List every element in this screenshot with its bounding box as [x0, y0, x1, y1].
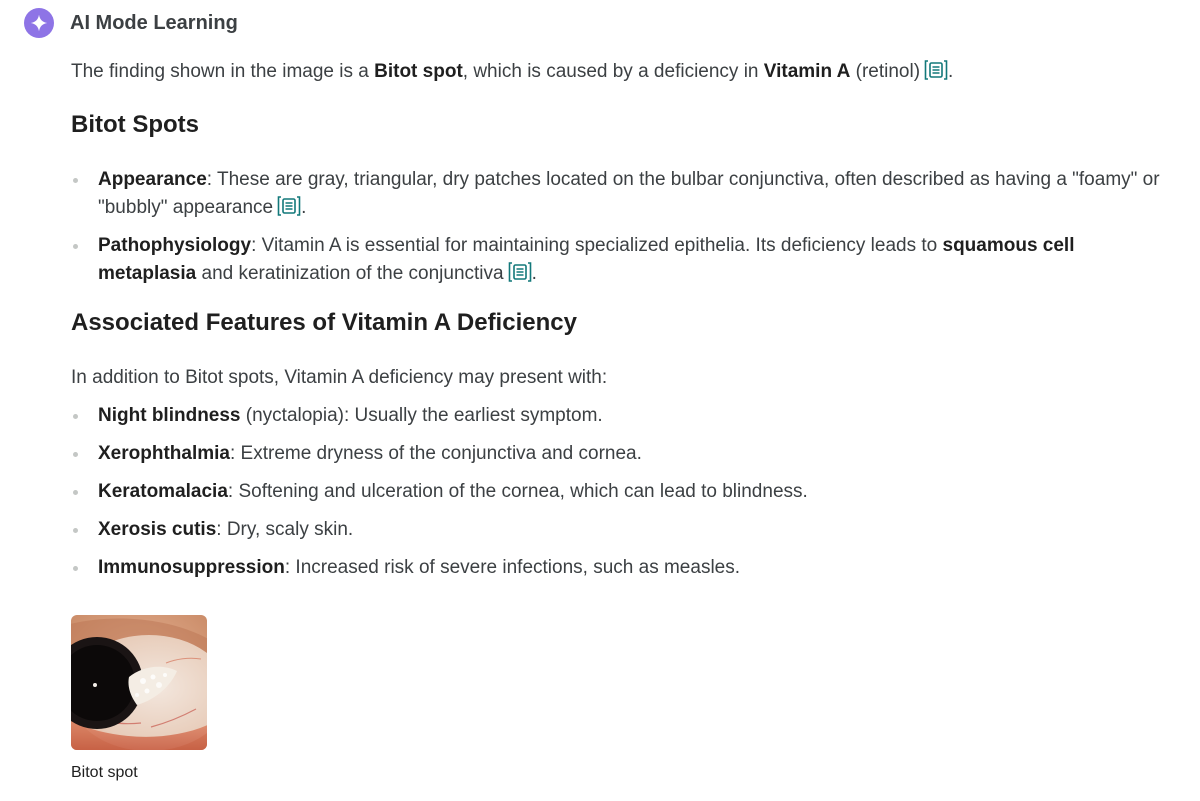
- figure-caption: Bitot spot: [71, 764, 138, 781]
- section-heading-features: Associated Features of Vitamin A Deficiency: [71, 309, 577, 336]
- intro-bold-term: Vitamin A: [763, 61, 851, 82]
- list-item-text: .: [301, 197, 307, 218]
- list-item-text: : Dry, scaly skin.: [216, 519, 354, 540]
- list-item-term: Keratomalacia: [98, 481, 228, 502]
- page-title: AI Mode Learning: [70, 11, 238, 34]
- sparkle-icon: [24, 8, 54, 38]
- answer-content: [71, 58, 1171, 592]
- section-heading-bitot: Bitot Spots: [71, 111, 199, 138]
- list-item-text: : Increased risk of severe infections, such as measles.: [284, 557, 741, 578]
- list-item-term: Pathophysiology: [98, 235, 252, 256]
- list-item-term: Night blindness: [98, 405, 241, 426]
- list-item-term: Xerophthalmia: [98, 443, 230, 464]
- features-intro: In addition to Bitot spots, Vitamin A deficiency may present with:: [71, 367, 608, 388]
- list-item-text: and keratinization of the conjunctiva: [196, 263, 504, 284]
- list-item-text: : Vitamin A is essential for maintaining specialized epithelia. Its deficiency leads to: [251, 235, 943, 256]
- list-item: [71, 554, 1171, 582]
- list-item: [71, 402, 1171, 430]
- citation-icon[interactable]: [924, 59, 948, 81]
- list-item-text: .: [531, 263, 537, 284]
- citation-icon[interactable]: [508, 261, 532, 283]
- intro-text: (retinol): [850, 61, 921, 82]
- intro-text: , which is caused by a deficiency in: [462, 61, 764, 82]
- bitot-list: [71, 166, 1171, 288]
- eye-image[interactable]: [71, 615, 207, 750]
- list-item: [71, 478, 1171, 506]
- list-item-text: (nyctalopia): Usually the earliest symptom.: [240, 405, 603, 426]
- list-item-text: : Softening and ulceration of the cornea, which can lead to blindness.: [227, 481, 808, 502]
- list-item: [71, 232, 1171, 288]
- intro-text: .: [948, 61, 954, 82]
- list-item-text: : Extreme dryness of the conjunctiva and cornea.: [229, 443, 642, 464]
- list-item-term: Xerosis cutis: [98, 519, 217, 540]
- figure-bitot-spot[interactable]: [71, 615, 207, 783]
- list-item-bold: squamous cell metaplasia: [98, 235, 1075, 284]
- intro-bold-term: Bitot spot: [374, 61, 463, 82]
- list-item-term: Appearance: [98, 169, 207, 190]
- citation-icon[interactable]: [277, 195, 301, 217]
- list-item-term: Immunosuppression: [98, 557, 285, 578]
- list-item: [71, 166, 1171, 222]
- intro-text: The finding shown in the image is a: [71, 61, 375, 82]
- list-item: [71, 440, 1171, 468]
- list-item: [71, 516, 1171, 544]
- intro-paragraph: [71, 58, 1171, 86]
- header: [24, 6, 238, 40]
- features-list: [71, 402, 1171, 582]
- list-item-text: : These are gray, triangular, dry patches located on the bulbar conjunctiva, often described as having a "foamy" or "bubbly" appearance: [98, 169, 1160, 218]
